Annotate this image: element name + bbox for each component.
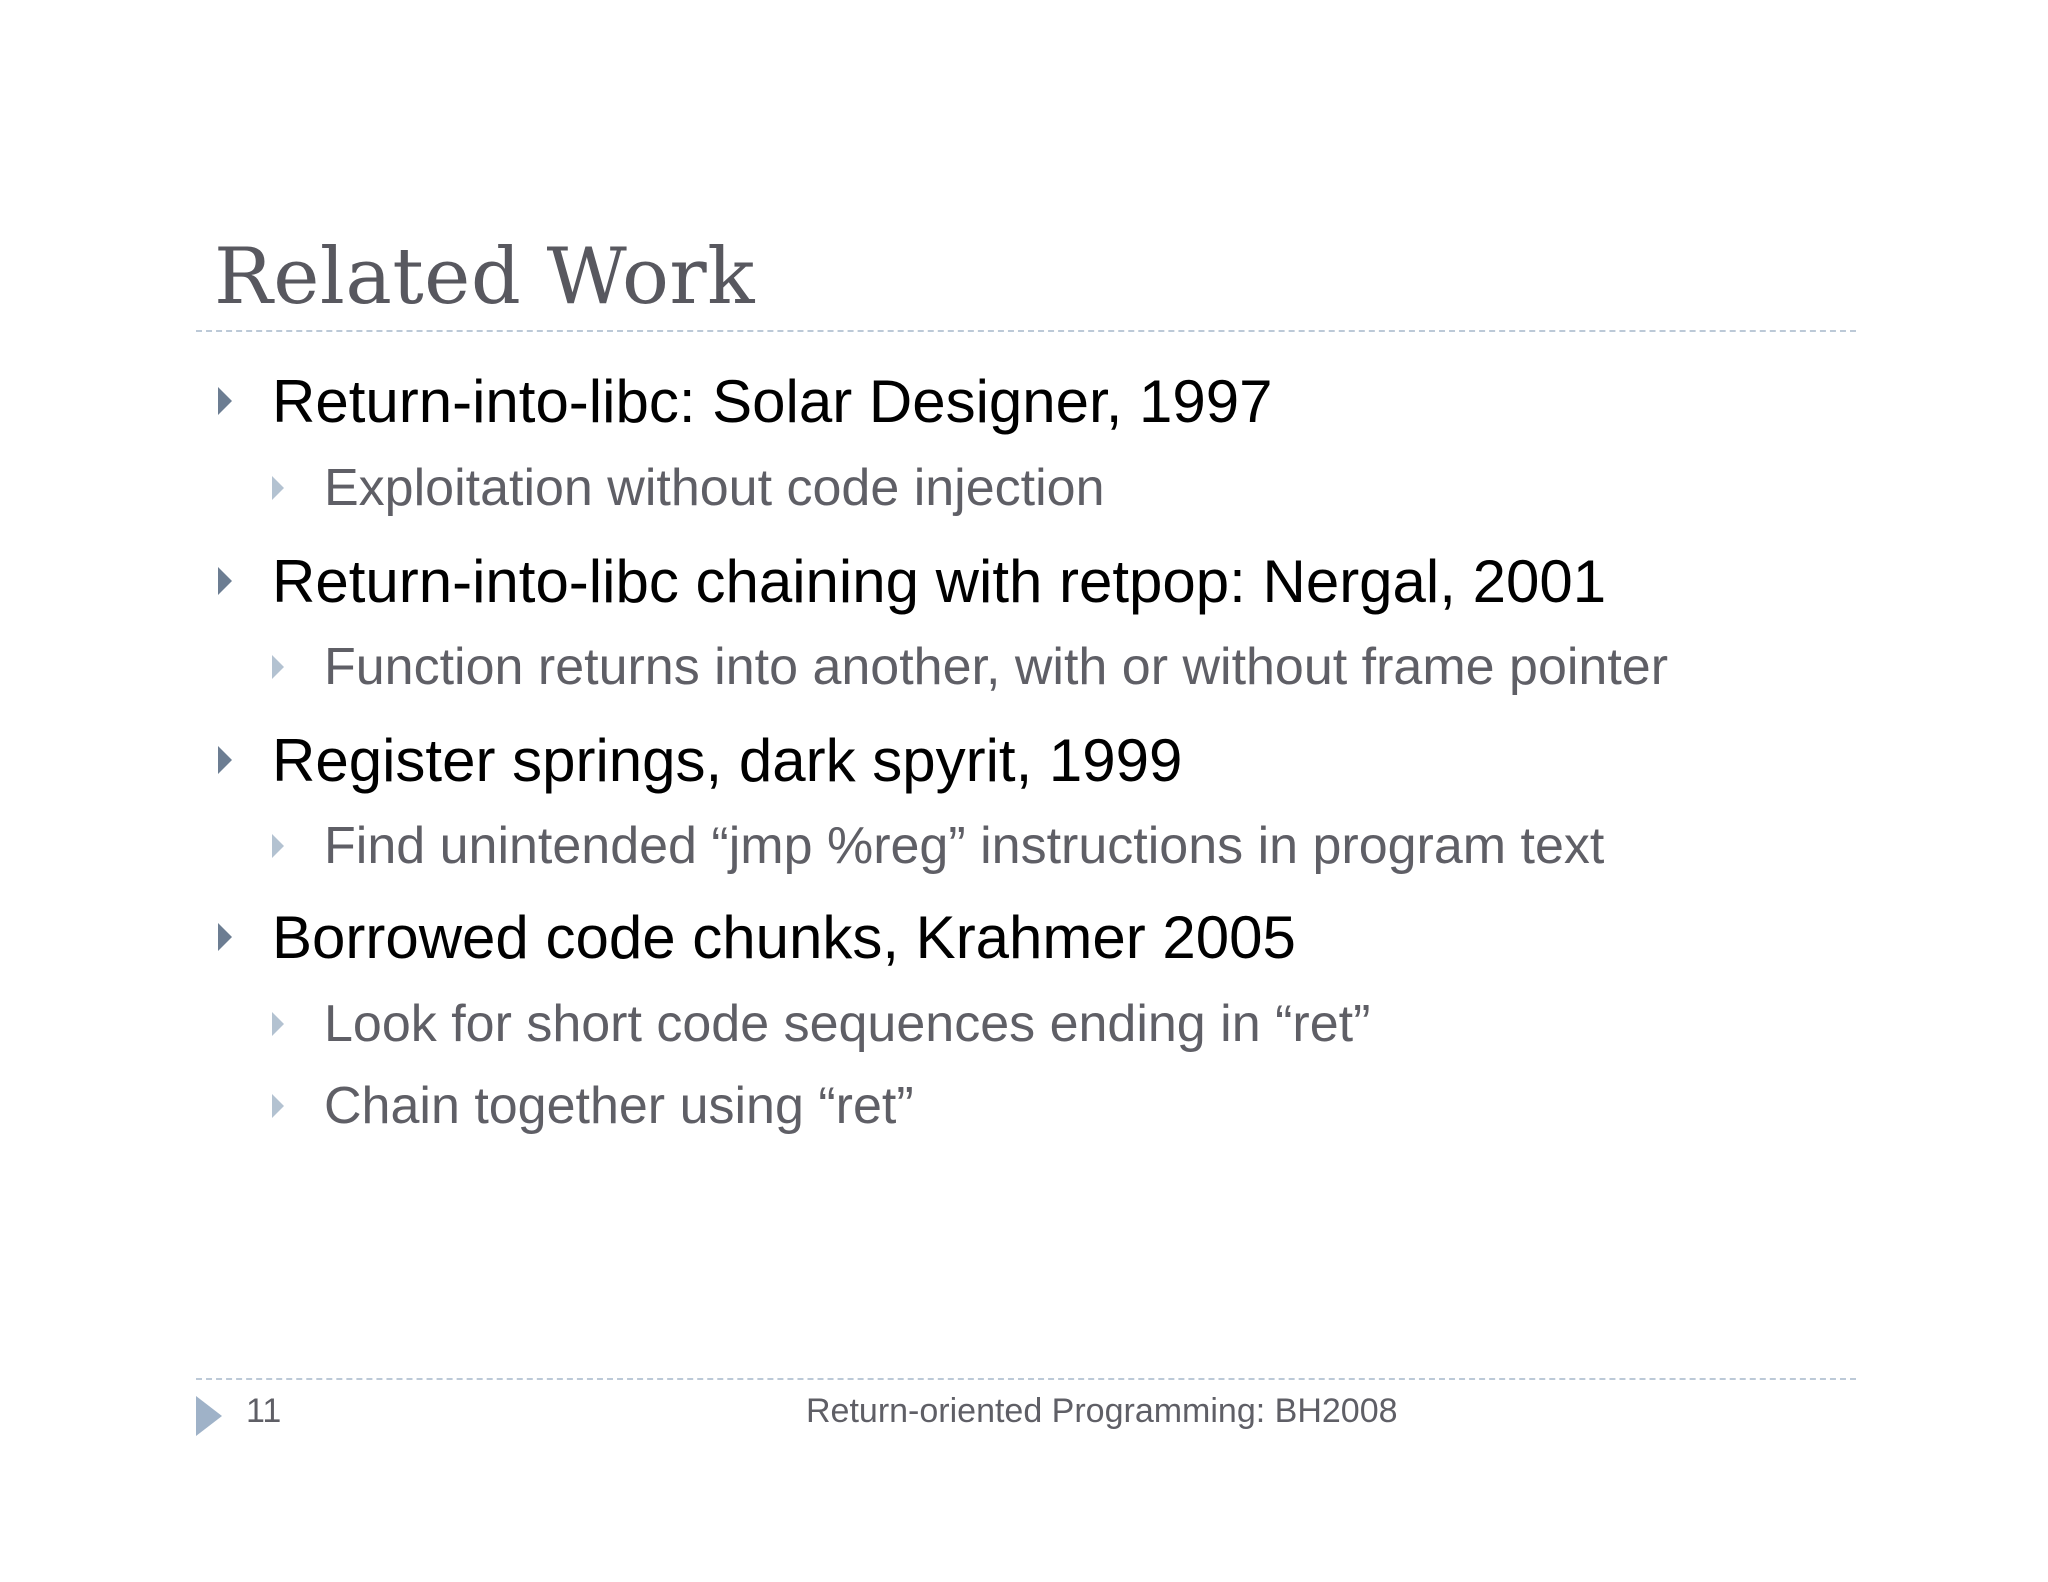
bullet-3-sub-1-text: Find unintended “jmp %reg” instructions in program text bbox=[324, 817, 1605, 875]
sub-bullet-arrow-icon bbox=[272, 1012, 284, 1036]
bullet-arrow-icon bbox=[218, 746, 232, 774]
bullet-4-sub-1 bbox=[272, 988, 1370, 1060]
bullet-4-sub-2-text: Chain together using “ret” bbox=[324, 1077, 914, 1135]
bullet-arrow-icon bbox=[218, 387, 232, 415]
bullet-3 bbox=[218, 720, 1182, 800]
bullet-4-sub-1-text: Look for short code sequences ending in “ret” bbox=[324, 995, 1371, 1053]
footer-divider bbox=[196, 1378, 1856, 1380]
sub-bullet-arrow-icon bbox=[272, 655, 284, 679]
bullet-2 bbox=[218, 541, 1606, 621]
page-number: 11 bbox=[246, 1392, 282, 1430]
bullet-2-sub-1-text: Function returns into another, with or without frame pointer bbox=[324, 638, 1669, 696]
sub-bullet-arrow-icon bbox=[272, 1094, 284, 1118]
bullet-3-sub-1 bbox=[272, 810, 1604, 882]
sub-bullet-arrow-icon bbox=[272, 834, 284, 858]
bullet-2-sub-1 bbox=[272, 631, 1668, 703]
bullet-4-sub-2 bbox=[272, 1070, 914, 1142]
footer-arrow-icon bbox=[196, 1396, 222, 1436]
bullet-1-sub-1-text: Exploitation without code injection bbox=[324, 459, 1105, 517]
sub-bullet-arrow-icon bbox=[272, 476, 284, 500]
bullet-arrow-icon bbox=[218, 567, 232, 595]
bullet-1-text: Return-into-libc: Solar Designer, 1997 bbox=[272, 367, 1273, 435]
bullet-arrow-icon bbox=[218, 923, 232, 951]
slide-title: Related Work bbox=[214, 232, 755, 322]
title-divider bbox=[196, 330, 1856, 332]
bullet-2-text: Return-into-libc chaining with retpop: Nergal, 2001 bbox=[272, 547, 1607, 615]
bullet-1-sub-1 bbox=[272, 452, 1104, 524]
bullet-4 bbox=[218, 897, 1296, 977]
bullet-4-text: Borrowed code chunks, Krahmer 2005 bbox=[272, 903, 1296, 971]
bullet-3-text: Register springs, dark spyrit, 1999 bbox=[272, 726, 1183, 794]
footer-text: Return-oriented Programming: BH2008 bbox=[806, 1392, 1398, 1430]
bullet-1 bbox=[218, 361, 1273, 441]
